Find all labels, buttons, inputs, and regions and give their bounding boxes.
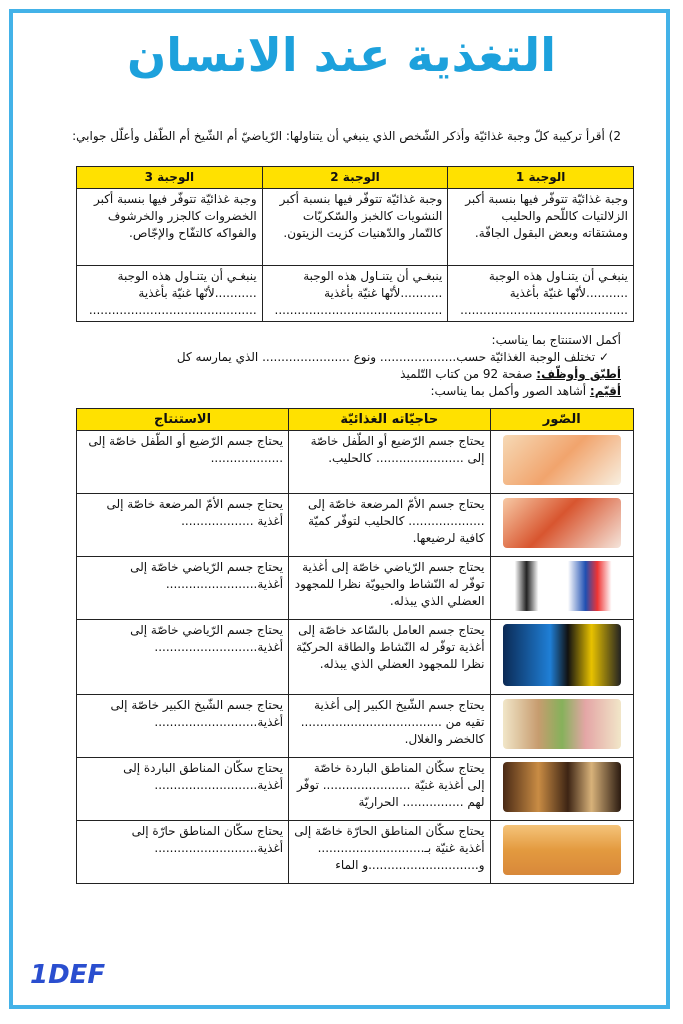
- needs-cell: يحتاج جسم الأمّ المرضعة خاصّة إلى .................... كالحليب لتوفّر كميّة كافية لرضيعها.: [289, 494, 490, 557]
- picture-cell: [490, 620, 633, 695]
- needs-header: حاجيّاته الغذائيّة: [289, 409, 490, 431]
- page-title: التغذية عند الانسان: [127, 28, 556, 82]
- meal-2-composition: وجبة غذائيّة تتوفّر فيها بنسبة أكبر النشويات كالخبز والسّكريّات كالتّمار والدّهنيات كزيت الزيتون.: [262, 189, 448, 266]
- conclusion-block: [60, 332, 621, 400]
- needs-cell: يحتاج جسم العامل بالسّاعد خاصّة إلى أغذية توفّر له النّشاط والطاقة الحركيّة نظرا للمجهود العضلي الذي يبذله.: [289, 620, 490, 695]
- nursing-mother-image: [503, 498, 621, 548]
- table-row: [77, 821, 634, 884]
- answer-line: ...........لأنّها غنيّة بأغذية: [138, 286, 257, 300]
- answer-line: ينبغـي أن يتنـاول هذه الوجبة: [117, 269, 257, 283]
- needs-cell: يحتاج جسم الرّياضي خاصّة إلى أغذية توفّر له النّشاط والحيويّة نظرا للمجهود العضلي الذي يبذله.: [289, 557, 490, 620]
- apply-text: صفحة 92 من كتاب التّلميذ: [400, 367, 537, 381]
- conclusion-cell[interactable]: يحتاج جسم الشّيخ الكبير خاصّة إلى أغذية...........................: [77, 695, 289, 758]
- conclusion-header: الاستنتاج: [77, 409, 289, 431]
- meals-header-row: [77, 167, 634, 189]
- answer-line: ينبغـي أن يتنـاول هذه الوجبة: [303, 269, 443, 283]
- picture-cell: [490, 821, 633, 884]
- conclusion-cell[interactable]: يحتاج جسم الرّياضي خاصّة إلى أغذية........................: [77, 557, 289, 620]
- answer-line: ............................................: [88, 303, 257, 317]
- answer-line: ............................................: [274, 303, 443, 317]
- apply-line: [60, 366, 621, 383]
- meal-3-header: الوجبة 3: [77, 167, 263, 189]
- needs-cell: يحتاج سكّان المناطق الحارّة خاصّة إلى أغذية غنيّة بـ............................ و.............................و الماء: [289, 821, 490, 884]
- desert-camels-image: [503, 825, 621, 875]
- needs-cell: يحتاج جسم الرّضيع أو الطّفل خاصّة إلى ....................... كالحليب.: [289, 431, 490, 494]
- table-row: [77, 557, 634, 620]
- conclusion-cell[interactable]: يحتاج سكّان المناطق حارّة إلى أغذية...........................: [77, 821, 289, 884]
- meal-1-header: الوجبة 1: [448, 167, 634, 189]
- answer-line: ............................................: [460, 303, 628, 317]
- meals-answer-row: [77, 266, 634, 322]
- conclusion-label: أكمل الاستنتاج بما يناسب:: [491, 333, 621, 347]
- assess-label: أقيّم:: [589, 384, 621, 398]
- conclusion-cell[interactable]: يحتاج جسم الرّضيع أو الطّفل خاصّة إلى ...................: [77, 431, 289, 494]
- needs-header-row: [77, 409, 634, 431]
- assess-line: [60, 383, 621, 400]
- conclusion-cell[interactable]: يحتاج جسم الرّياضي خاصّة إلى أغذية...........................: [77, 620, 289, 695]
- assess-text: أشاهد الصور وأكمل بما يناسب:: [430, 384, 590, 398]
- meal-2-header: الوجبة 2: [262, 167, 448, 189]
- meal-2-answer[interactable]: [262, 266, 448, 322]
- meal-3-composition: وجبة غذائيّة تتوفّر فيها بنسبة أكبر الخضروات كالجزر والخرشوف والفواكه كالتفّاح والإجّاص.: [77, 189, 263, 266]
- site-logo: 1DEF: [30, 960, 106, 990]
- picture-cell: [490, 695, 633, 758]
- conclusion-cell[interactable]: يحتاج سكّان المناطق الباردة إلى أغذية...........................: [77, 758, 289, 821]
- elderly-image: [503, 699, 621, 749]
- athletes-image: [503, 561, 621, 611]
- answer-line: ...........لأنّها غنيّة بأغذية: [324, 286, 443, 300]
- meal-3-answer[interactable]: [77, 266, 263, 322]
- answer-line: ...........لأنّها غنيّة بأغذية: [509, 286, 628, 300]
- apply-label: أطبّق وأوظّف:: [536, 367, 621, 381]
- cold-region-people-image: [503, 762, 621, 812]
- picture-cell: [490, 494, 633, 557]
- picture-cell: [490, 557, 633, 620]
- table-row: [77, 620, 634, 695]
- table-row: [77, 494, 634, 557]
- meals-table: [76, 166, 634, 322]
- picture-cell: [490, 431, 633, 494]
- table-row: [77, 431, 634, 494]
- baby-image: [503, 435, 621, 485]
- pictures-header: الصّور: [490, 409, 633, 431]
- question-2: 2) أقرأ تركيبة كلّ وجبة غذائيّة وأذكر الشّخص الذي ينبغي أن يتناولها: الرّياضيّ أم الشّيخ أم الطّفل وأعلّل جوابي:: [72, 129, 621, 143]
- needs-cell: يحتاج سكّان المناطق الباردة خاصّة إلى أغذية غنيّة ....................... توفّر لهم ................ الحراريّة: [289, 758, 490, 821]
- table-row: [77, 695, 634, 758]
- needs-cell: يحتاج جسم الشّيخ الكبير إلى أغذية تقيه من ..................................... كالخضر والغلال.: [289, 695, 490, 758]
- conclusion-sentence: ✓ تختلف الوجبة الغذائيّة حسب.................... ونوع ....................... الذي يمارسه كل: [176, 350, 609, 364]
- needs-table: [76, 408, 634, 884]
- picture-cell: [490, 758, 633, 821]
- answer-line: ينبغـي أن يتنـاول هذه الوجبة: [488, 269, 628, 283]
- table-row: [77, 758, 634, 821]
- workers-image: [503, 624, 621, 686]
- meals-composition-row: [77, 189, 634, 266]
- meal-1-composition: وجبة غذائيّة تتوفّر فيها بنسبة أكبر الزلالتيات كاللّحم والحليب ومشتقاته وبعض البقول الجافّة.: [448, 189, 634, 266]
- conclusion-cell[interactable]: يحتاج جسم الأمّ المرضعة خاصّة إلى أغذية ...................: [77, 494, 289, 557]
- meal-1-answer[interactable]: [448, 266, 634, 322]
